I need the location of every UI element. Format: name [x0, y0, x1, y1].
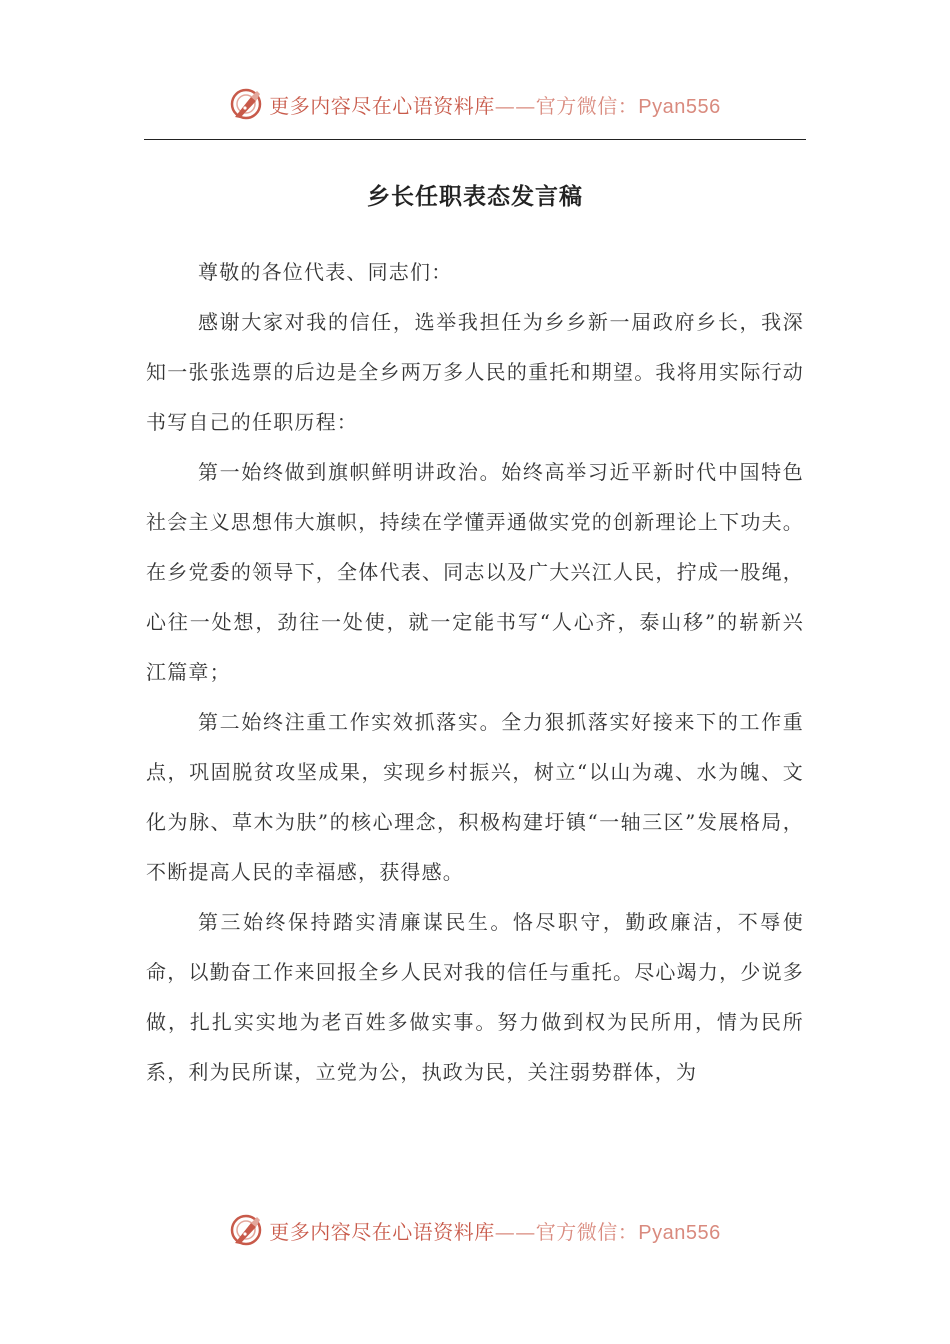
paragraph-third: 第三始终保持踏实清廉谋民生。恪尽职守，勤政廉洁，不辱使命，以勤奋工作来回报全乡人民对我的信任与重托。尽心竭力，少说多做，扎扎实实地为老百姓多做实事。努力做到权为民所用，情为民所系，利为民所谋，立党为公，执政为民，关注弱势群体，为: [146, 910, 804, 1084]
header-banner-wechat-id: Pyan556: [638, 95, 721, 118]
paragraph-thanks: 感谢大家对我的信任，选举我担任为乡乡新一届政府乡长，我深知一张张选票的后边是全乡两万多人民的重托和期望。我将用实际行动书写自己的任职历程：: [146, 310, 804, 434]
footer-banner-wechat-label: 官方微信：: [535, 1219, 639, 1244]
header-banner-dash: ——: [494, 93, 536, 118]
footer-banner-text: [269, 1216, 720, 1245]
footer-banner-dash: ——: [494, 1219, 536, 1244]
header-rule: [144, 139, 806, 140]
document-title: 乡长任职表态发言稿: [367, 183, 583, 210]
header-banner-main: 更多内容尽在心语资料库: [269, 93, 495, 118]
header-banner: [0, 82, 950, 126]
footer-banner-wechat-id: Pyan556: [638, 1221, 721, 1244]
pen-nib-logo-icon: [229, 87, 263, 121]
document-body: [146, 247, 804, 1097]
paragraph-salutation: 尊敬的各位代表、同志们：: [198, 260, 453, 284]
pen-nib-logo-icon: [229, 1213, 263, 1247]
paragraph-second: 第二始终注重工作实效抓落实。全力狠抓落实好接来下的工作重点，巩固脱贫攻坚成果，实现乡村振兴，树立“以山为魂、水为魄、文化为脉、草木为肤”的核心理念，积极构建圩镇“一轴三区”发展格局，不断提高人民的幸福感，获得感。: [146, 710, 804, 884]
paragraph-first: 第一始终做到旗帜鲜明讲政治。始终高举习近平新时代中国特色社会主义思想伟大旗帜，持续在学懂弄通做实党的创新理论上下功夫。在乡党委的领导下，全体代表、同志以及广大兴江人民，拧成一股绳，心往一处想，劲往一处使，就一定能书写“人心齐，泰山移”的崭新兴江篇章；: [146, 460, 804, 684]
header-banner-wechat-label: 官方微信：: [535, 93, 639, 118]
header-banner-text: [269, 90, 720, 119]
footer-banner: [0, 1208, 950, 1252]
footer-banner-main: 更多内容尽在心语资料库: [269, 1219, 495, 1244]
